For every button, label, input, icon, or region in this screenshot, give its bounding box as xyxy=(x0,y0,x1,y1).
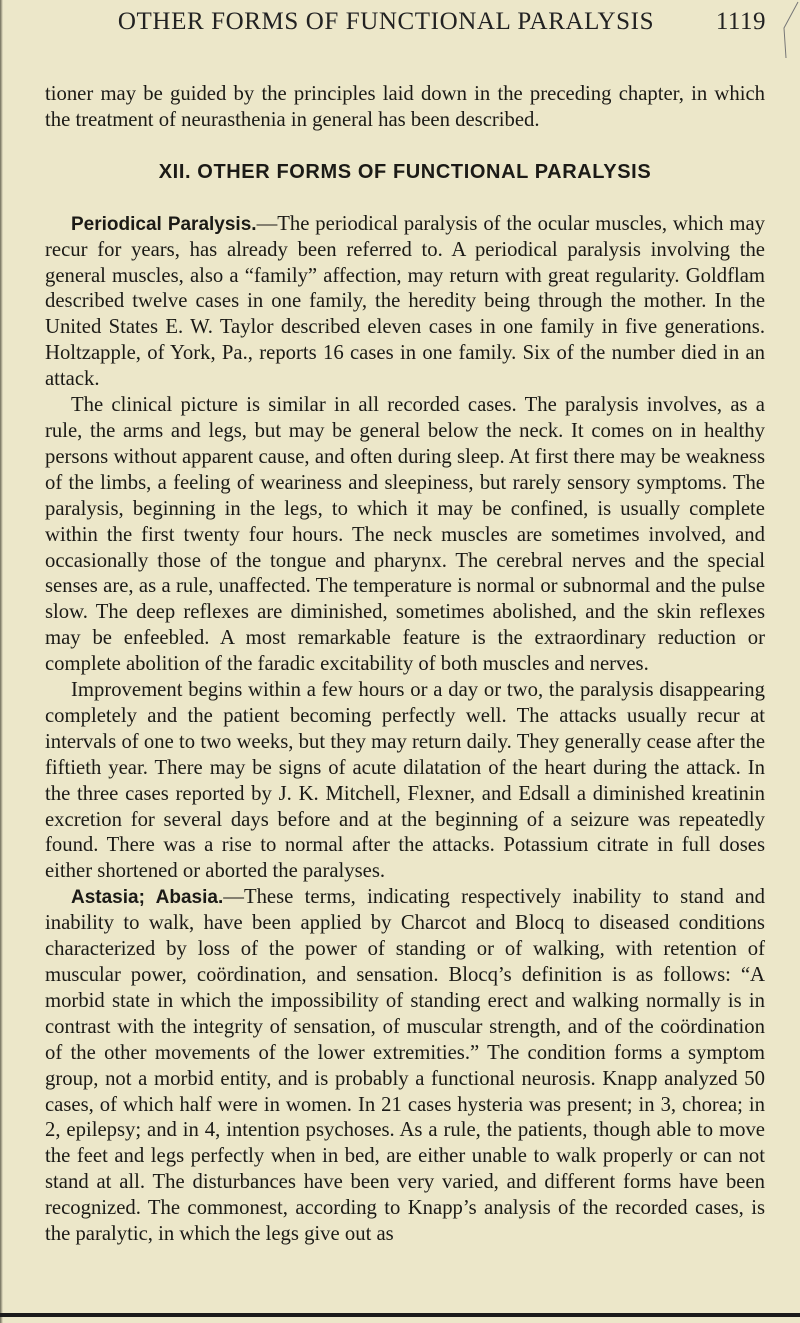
astasia-abasia-title: Astasia; Abasia. xyxy=(71,887,224,909)
corner-pencil-mark xyxy=(770,0,800,60)
page-number: 1119 xyxy=(715,8,766,35)
periodical-paralysis-paragraph-2: The clinical picture is similar in all recorded cases. The paralysis involves, as a rule, the arms and legs, but may be general below the neck. It comes on in healthy persons without apparent cause, and often during sleep. At first there may be weakness of the limbs, a feeling of weariness and sleepiness, but rarely sensory symptoms. The paralysis, beginning in the legs, to which it may be confined, is usually complete within the first twenty four hours. The neck muscles are sometimes involved, and occasionally those of the tongue and pharynx. The cerebral nerves and the special senses are, as a rule, unaffected. The temperature is normal or subnormal and the pulse slow. The deep reflexes are diminished, sometimes abolished, and the skin reflexes may be enfeebled. A most remarkable feature is the extraordinary reduction or complete abolition of the faradic excitability of both muscles and nerves. xyxy=(45,394,765,676)
periodical-paralysis-title: Periodical Paralysis. xyxy=(71,213,257,235)
astasia-abasia-text: —These terms, indicating respectively inability to stand and inability to walk, have been applied by Charcot and Blocq to diseased conditions characterized by loss of the power of standing or of walking, with retention of muscular power, coördination, and sensation. Blocq’s definition is as follows: “A morbid state in which the impossibility of standing erect and walking normally is in contrast with the integrity of sensation, of muscular strength, and of the coördination of the other movements of the lower extremities.” The condition forms a symptom group, not a morbid entity, and is probably a functional neurosis. Knapp analyzed 50 cases, of which half were in women. In 21 cases hysteria was present; in 3, chorea; in 2, epilepsy; and in 4, intention psychoses. As a rule, the patients, though able to move the feet and legs perfectly when in bed, are either unable to walk properly or can not stand at all. The disturbances have been very varied, and different forms have been recognized. The commonest, according to Knapp’s analysis of the recorded cases, is the paralytic, in which the legs give out as xyxy=(45,886,766,1246)
periodical-paralysis-paragraph-3: Improvement begins within a few hours or a day or two, the paralysis disappearing completely and the patient becoming perfectly well. The attacks usually recur at intervals of one to two weeks, but they may return daily. They generally cease after the fiftieth year. There may be signs of acute dilatation of the heart during the attack. In the three cases reported by J. K. Mitchell, Flexner, and Edsall a diminished kreatinin excretion for several days before and at the beginning of a seizure was repeatedly found. There was a rise to normal after the attacks. Potassium citrate in full doses either shortened or aborted the paralyses. xyxy=(45,679,765,883)
running-header xyxy=(44,8,766,48)
periodical-paralysis-paragraph-1 xyxy=(45,212,765,393)
astasia-abasia-paragraph xyxy=(45,885,765,1248)
intro-paragraph: tioner may be guided by the principles laid down in the preceding chapter, in which the treatment of neurasthenia in general has been described. xyxy=(45,83,765,131)
section-heading: XII. OTHER FORMS OF FUNCTIONAL PARALYSIS xyxy=(158,160,652,183)
page-left-edge-shadow xyxy=(0,0,3,1323)
page-body xyxy=(45,82,765,1248)
bottom-page-edge xyxy=(0,1313,800,1317)
periodical-paralysis-text-1: —The periodical paralysis of the ocular muscles, which may recur for years, has already been referred to. A periodical paralysis involving the general muscles, also a “family” affection, may return with great regularity. Goldflam described twelve cases in one family, the heredity being through the mother. In the United States E. W. Taylor described eleven cases in one family in five generations. Holtzapple, of York, Pa., reports 16 cases in one family. Six of the number died in an attack. xyxy=(45,212,765,391)
running-header-title: OTHER FORMS OF FUNCTIONAL PARALYSIS xyxy=(117,8,655,35)
